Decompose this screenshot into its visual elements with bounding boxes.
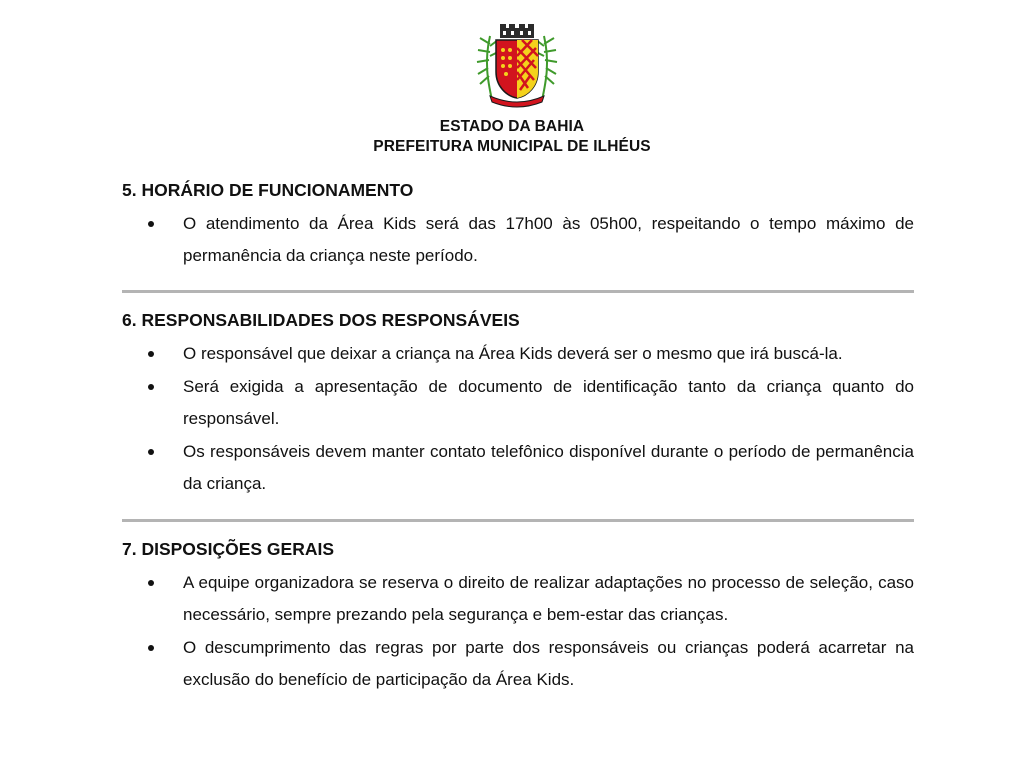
divider: [122, 290, 914, 293]
municipal-coat-of-arms-icon: [472, 22, 562, 110]
bullet-icon: [148, 384, 154, 390]
section-title: 7. DISPOSIÇÕES GERAIS: [122, 539, 334, 559]
list-item: O atendimento da Área Kids será das 17h00 às 05h00, respeitando o tempo máximo de permanência da criança neste período.: [183, 214, 914, 265]
header-municipality: PREFEITURA MUNICIPAL DE ILHÉUS: [373, 138, 651, 155]
list-item: O descumprimento das regras por parte dos responsáveis ou crianças poderá acarretar na exclusão do benefício de participação da Área Kids.: [183, 638, 914, 689]
bullet-icon: [148, 221, 154, 227]
bullet-icon: [148, 645, 154, 651]
bullet-icon: [148, 351, 154, 357]
bullet-icon: [148, 449, 154, 455]
divider: [122, 519, 914, 522]
header-state: ESTADO DA BAHIA: [439, 118, 585, 135]
section-title: 6. RESPONSABILIDADES DOS RESPONSÁVEIS: [122, 310, 520, 330]
list-item: O responsável que deixar a criança na Área Kids deverá ser o mesmo que irá buscá-la.: [183, 344, 843, 363]
bullet-icon: [148, 580, 154, 586]
list-item: Os responsáveis devem manter contato telefônico disponível durante o período de permanência da criança.: [183, 442, 914, 493]
list-item: A equipe organizadora se reserva o direito de realizar adaptações no processo de seleção, caso necessário, sempre prezando pela segurança e bem-estar das crianças.: [183, 573, 914, 624]
section-title: 5. HORÁRIO DE FUNCIONAMENTO: [122, 180, 414, 200]
list-item: Será exigida a apresentação de documento de identificação tanto da criança quanto do responsável.: [183, 377, 914, 428]
